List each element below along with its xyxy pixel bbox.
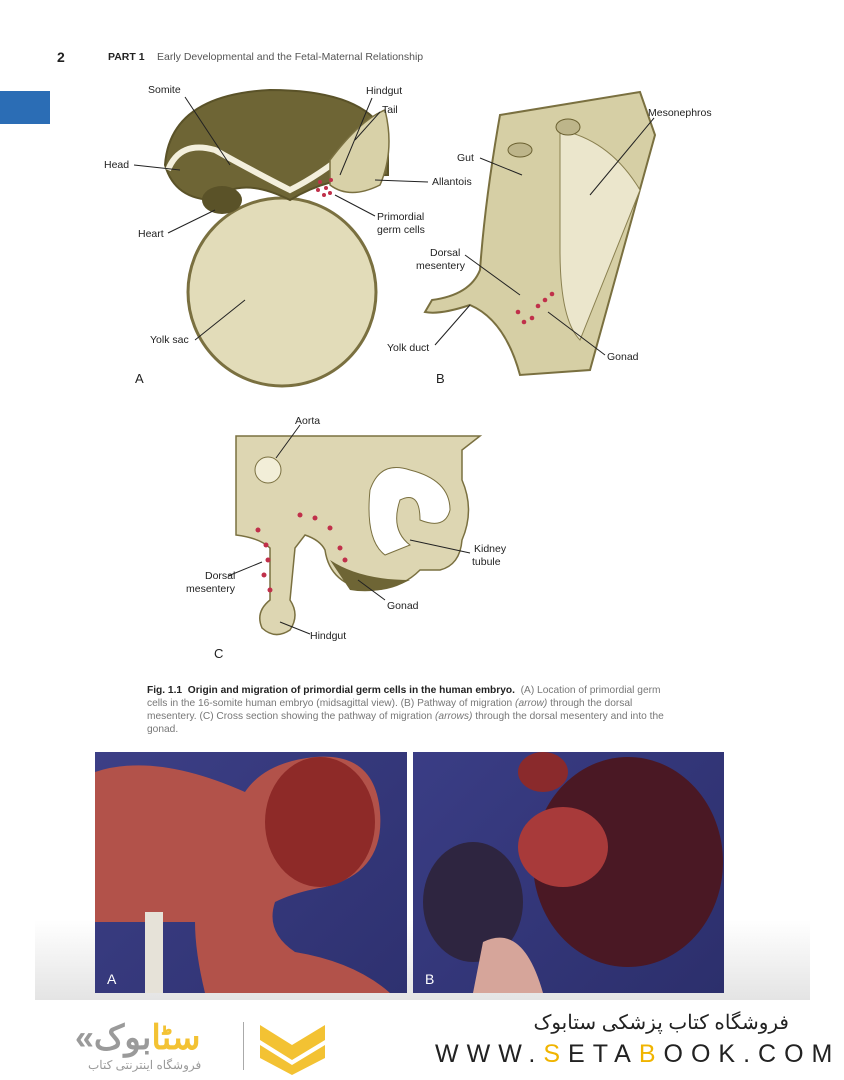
label-tail: Tail [382, 104, 398, 116]
panel-letter-c: C [214, 646, 224, 661]
panel-letter-b: B [436, 371, 445, 386]
panel-a-drawing [165, 90, 389, 386]
label-germ-cells: germ cells [377, 224, 425, 236]
url-part: WWW. [435, 1040, 544, 1068]
caption-italic: (arrow) [515, 698, 548, 709]
url-part: ETA [568, 1040, 639, 1068]
label-gonad-c: Gonad [387, 600, 419, 612]
label-yolk-sac: Yolk sac [150, 334, 189, 346]
label-gut: Gut [457, 152, 474, 164]
panel-letter-a: A [135, 371, 144, 386]
photo-letter-b: B [425, 971, 435, 987]
logo-divider [243, 1022, 244, 1070]
label-yolk-duct: Yolk duct [387, 342, 430, 354]
setabook-chevron-logo [255, 1020, 330, 1075]
logo-tagline: فروشگاه اینترنتی کتاب [88, 1058, 202, 1072]
running-title: Early Developmental and the Fetal-Maternal Relationship [157, 51, 424, 63]
label-aorta: Aorta [295, 415, 321, 427]
label-tubule: tubule [472, 556, 501, 568]
setabook-wordmark: « سٹابوک [75, 1019, 201, 1057]
store-url[interactable] [435, 1040, 840, 1069]
store-name: فروشگاه کتاب پزشکی ستابوک [533, 1012, 789, 1034]
label-mesonephros: Mesonephros [648, 107, 712, 119]
caption-title: Origin and migration of primordial germ cells in the human embryo. [187, 685, 515, 696]
photo-a [95, 752, 407, 993]
label-gonad-b: Gonad [607, 351, 639, 363]
figure-caption [147, 684, 677, 736]
caption-italic: (arrows) [435, 711, 473, 722]
panel-c-drawing [236, 436, 480, 635]
caption-fig-number: Fig. 1.1 [147, 685, 183, 696]
label-head: Head [104, 159, 130, 171]
page-number: 2 [57, 49, 65, 65]
label-mesentery-b: mesentery [416, 260, 466, 272]
caption-text: through the dorsal mesentery. (C) Cross section showing the pathway of migration [147, 698, 633, 722]
label-hindgut: Hindgut [366, 85, 403, 97]
label-allantois: Allantois [432, 176, 472, 188]
label-dorsal-b: Dorsal [430, 247, 461, 259]
label-dorsal-c: Dorsal [205, 570, 236, 582]
label-hindgut-c: Hindgut [310, 630, 347, 642]
label-somite: Somite [148, 84, 181, 96]
label-primordial: Primordial [377, 211, 425, 223]
part-label: PART 1 [108, 51, 145, 63]
label-kidney: Kidney [474, 543, 507, 555]
url-part: OOK.COM [663, 1040, 841, 1068]
panel-b-drawing [425, 92, 655, 375]
caption-text: (A) Location of primordial germ cells in the 16-somite human embryo (midsagittal view). (B) Pathway of migration [147, 685, 661, 709]
url-part: S [543, 1040, 569, 1068]
caption-text: through the dorsal mesentery and into the gonad. [147, 711, 664, 735]
label-mesentery-c: mesentery [186, 583, 236, 595]
label-heart: Heart [138, 228, 164, 240]
photo-b [413, 752, 724, 993]
photo-letter-a: A [107, 971, 117, 987]
url-part: B [638, 1040, 664, 1068]
